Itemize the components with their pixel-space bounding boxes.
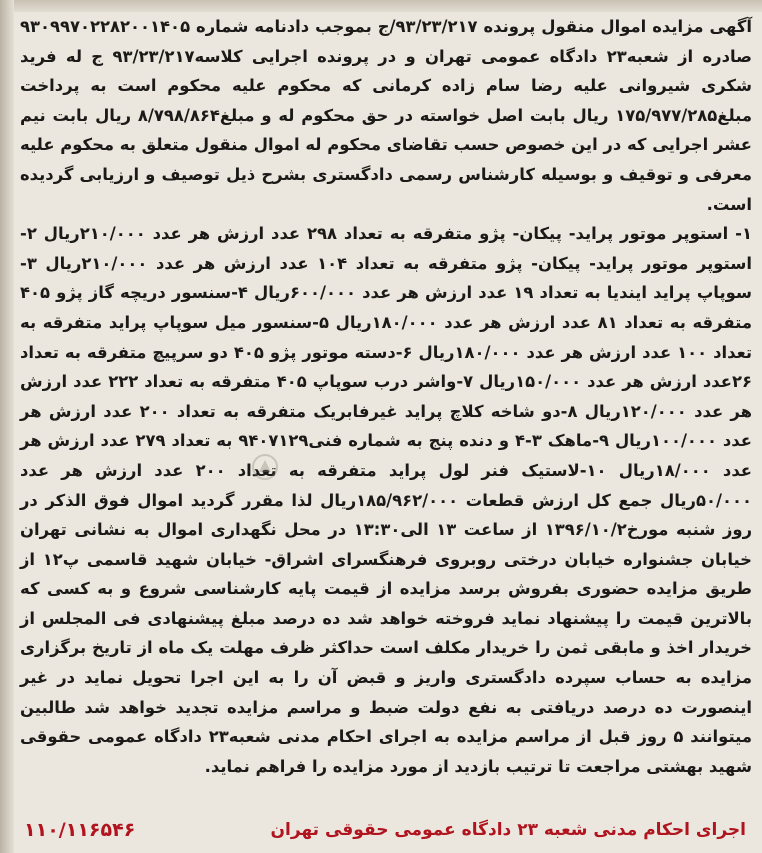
notice-intro-paragraph: آگهی مزایده اموال منقول پرونده ۹۳/۲۳/۲۱۷/ج بموجب دادنامه شماره ۹۳۰۹۹۷۰۲۲۸۲۰۰۱۴۰۵ صادره از شعبه۲۳ دادگاه عمومی تهران و در پرونده اجرایی کلاسه۹۳/۲۳/۲۱۷ ج له فرید شکری شیروانی علیه رضا سام زاده کرمانی که محکوم علیه محکوم است به پرداخت مبلغ۱۷۵/۹۷۷/۲۸۵ ریال بابت اصل خواسته در حق محکوم له و مبلغ۸/۷۹۸/۸۶۴ ریال بابت نیم عشر اجرایی که در این خصوص حسب تقاضای محکوم له اموال منقول متعلق به محکوم علیه معرفی و توقیف و بوسیله کارشناس رسمی دادگستری بشرح ذیل توصیف و ارزیابی گردیده است. xyxy=(20,17,753,214)
top-paper-edge xyxy=(0,0,762,12)
notice-reference-number: ۱۱۰/۱۱۶۵۴۶ xyxy=(24,819,136,841)
notice-footer xyxy=(16,815,754,845)
notice-items-paragraph: ۱- استوپر موتور پراید- پیکان- پژو متفرقه به تعداد ۲۹۸ عدد ارزش هر عدد ۲۱۰/۰۰۰ریال ۲-استوپر موتور پراید- پیکان- پژو متفرقه به تعداد ۱۰۴ عدد ارزش هر عدد ۲۱۰/۰۰۰ریال ۳-سوپاپ پراید ایندیا به تعداد ۱۹ عدد ارزش هر عدد ۶۰۰/۰۰۰ریال ۴-سنسور دریچه گاز پژو ۴۰۵ متفرقه به تعداد ۸۱ عدد ارزش هر عدد ۱۸۰/۰۰۰ریال ۵-سنسور میل سوپاپ پراید متفرقه به تعداد ۱۰۰ عدد ارزش هر عدد ۱۸۰/۰۰۰ریال ۶-دسته موتور پژو ۴۰۵ دو سرپیچ متفرقه به تعداد ۲۶عدد ارزش هر عدد ۱۵۰/۰۰۰ریال ۷-واشر درب سوپاپ ۴۰۵ متفرقه به تعداد ۲۲۲ عدد ارزش هر عدد ۱۲۰/۰۰۰ریال ۸-دو شاخه کلاچ پراید غیرفابریک متفرقه به تعداد ۲۰۰ عدد ارزش هر عدد ۱۰۰/۰۰۰ریال ۹-ماهک ۳-۴ و دنده پنج به شماره فنی۹۴۰۷۱۲۹ به تعداد ۲۷۹ عدد ارزش هر عدد ۱۸/۰۰۰ریال ۱۰-لاستیک فنر لول پراید متفرقه به تعداد ۲۰۰ عدد ارزش هر عدد ۵۰/۰۰۰ریال جمع کل ارزش قطعات ۱۸۵/۹۶۲/۰۰۰ریال لذا مقرر گردید اموال فوق الذکر در روز شنبه مورخ۱۳۹۶/۱۰/۲ از ساعت ۱۳ الی۱۳:۳۰ در محل نگهداری اموال به نشانی تهران خیابان جشنواره خیابان درختی روبروی فرهنگسرای اشراق- خیابان شهید قاسمی پ۱۲ از طریق مزایده حضوری بفروش برسد مزایده از قیمت پایه کارشناسی شروع و به کسی که بالاترین قیمت را پیشنهاد نماید فروخته خواهد شد ده درصد مبلغ پیشنهادی فی المجلس از خریدار اخذ و مابقی ثمن را خریدار مکلف است حداکثر ظرف مهلت یک ماه از تاریخ برگزاری مزایده به حساب سپرده دادگستری واریز و قبض آن را به این اجرا تحویل نماید در غیر اینصورت ده درصد دریافتی به نفع دولت ضبط و مراسم مزایده تجدید خواهد شد طالبین میتوانند ۵ روز قبل از مراسم مزایده به اجرای احکام مدنی شعبه۲۳ دادگاه عمومی حقوقی شهید بهشتی مراجعت تا ترتیب بازدید از مورد مزایده را فراهم نماید. xyxy=(20,224,753,776)
watermark-logo-icon xyxy=(250,452,280,482)
left-paper-edge xyxy=(0,0,14,853)
court-signature: اجرای احکام مدنی شعبه ۲۳ دادگاه عمومی حقوقی تهران xyxy=(270,820,746,840)
auction-notice-body xyxy=(16,12,758,853)
